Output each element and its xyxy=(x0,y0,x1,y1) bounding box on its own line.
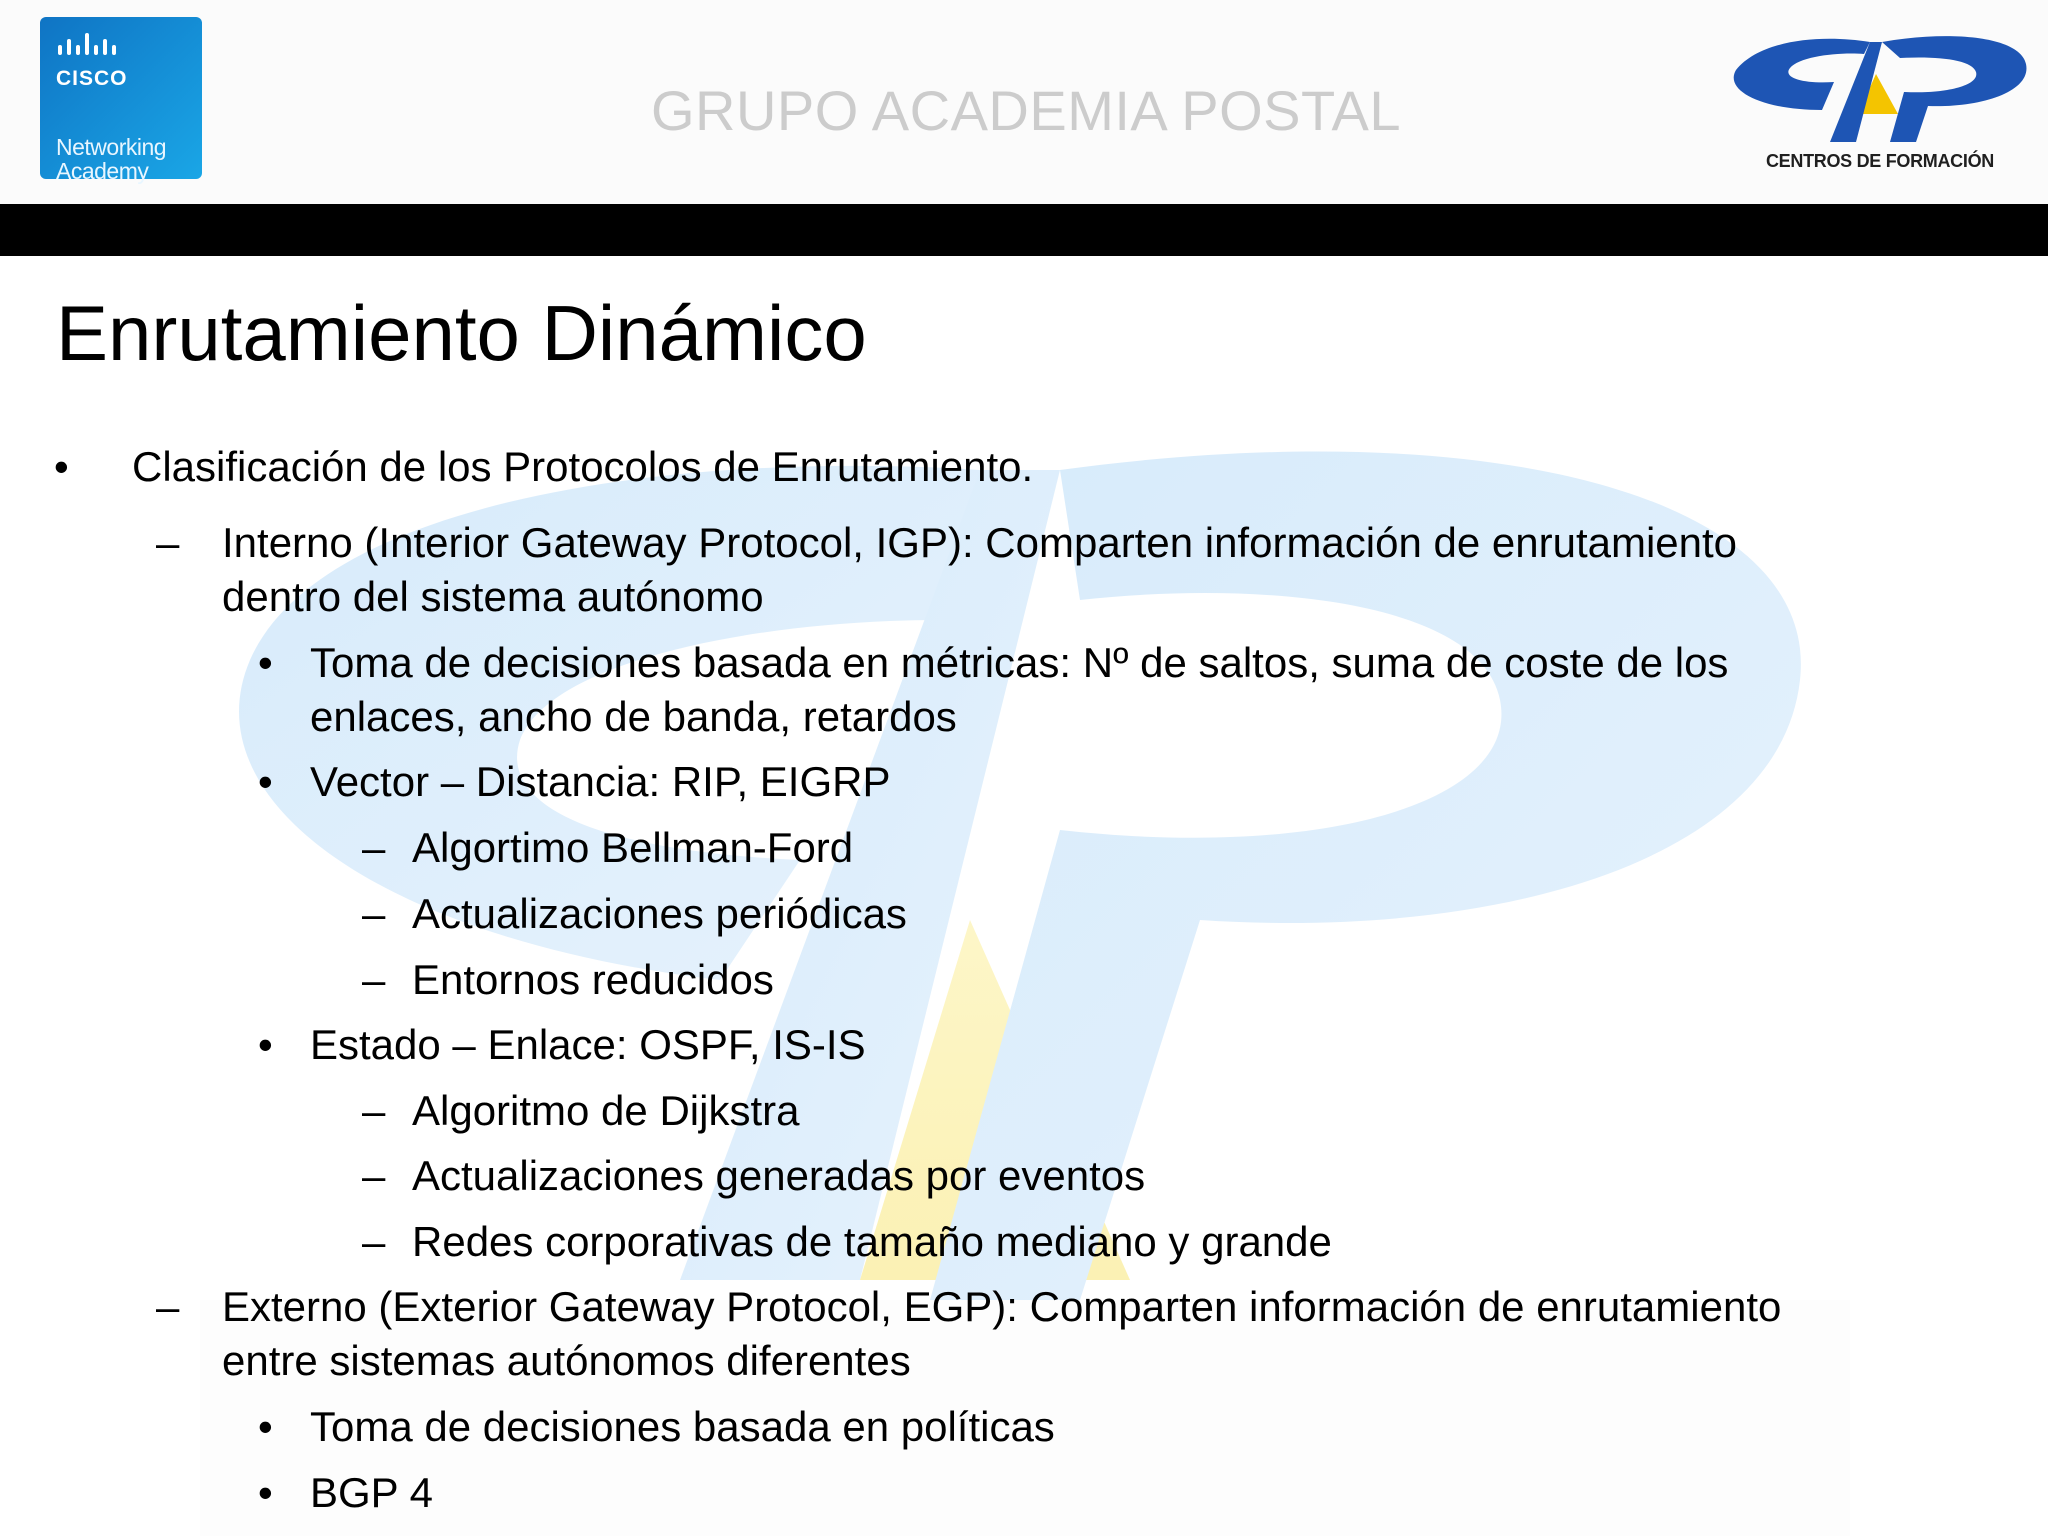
bullet-marker: • xyxy=(258,758,273,805)
dash-marker: – xyxy=(362,824,386,871)
list-item-continuation: enlaces, ancho de banda, retardos xyxy=(310,693,957,740)
bullet-marker: • xyxy=(258,639,273,686)
dash-marker: – xyxy=(362,1152,386,1199)
bullet-marker: • xyxy=(54,443,69,490)
bullet-marker: • xyxy=(258,1469,273,1516)
list-item: Actualizaciones generadas por eventos xyxy=(412,1152,1146,1199)
list-item: Toma de decisiones basada en métricas: Nº de saltos, suma de coste de los xyxy=(310,639,1729,686)
bullet-marker: • xyxy=(258,1403,273,1450)
partner-caption: CENTROS DE FORMACIÓN xyxy=(1765,151,1994,171)
dash-marker: – xyxy=(362,956,386,1003)
cisco-brand-text: CISCO xyxy=(56,67,128,90)
list-item: Vector – Distancia: RIP, EIGRP xyxy=(310,758,891,805)
list-item: Entornos reducidos xyxy=(412,956,774,1003)
list-item: Toma de decisiones basada en políticas xyxy=(310,1403,1055,1450)
cisco-subtitle-line1: Networking xyxy=(56,134,167,160)
dash-marker: – xyxy=(156,1283,180,1330)
bullet-marker: • xyxy=(258,1021,273,1068)
dash-marker: – xyxy=(362,1087,386,1134)
list-item: Estado – Enlace: OSPF, IS-IS xyxy=(310,1021,866,1068)
list-item: Algoritmo de Dijkstra xyxy=(412,1087,800,1134)
dash-marker: – xyxy=(362,890,386,937)
header-title: GRUPO ACADEMIA POSTAL xyxy=(650,79,1402,142)
dash-marker: – xyxy=(362,1218,386,1265)
dash-marker: – xyxy=(156,519,180,566)
cisco-subtitle-line2: Academy xyxy=(56,158,149,184)
list-item-continuation: dentro del sistema autónomo xyxy=(222,573,764,620)
list-item: Actualizaciones periódicas xyxy=(412,890,907,937)
list-item-continuation: entre sistemas autónomos diferentes xyxy=(222,1337,911,1384)
list-item: Redes corporativas de tamaño mediano y grande xyxy=(412,1218,1332,1265)
list-item: Clasificación de los Protocolos de Enrutamiento. xyxy=(132,443,1034,490)
slide-title: Enrutamiento Dinámico xyxy=(56,289,867,377)
list-item: Externo (Exterior Gateway Protocol, EGP): Comparten información de enrutamiento xyxy=(222,1283,1782,1330)
list-item: Algortimo Bellman-Ford xyxy=(412,824,854,871)
list-item: BGP 4 xyxy=(310,1469,433,1516)
list-item: Interno (Interior Gateway Protocol, IGP): Comparten información de enrutamiento xyxy=(222,519,1738,566)
